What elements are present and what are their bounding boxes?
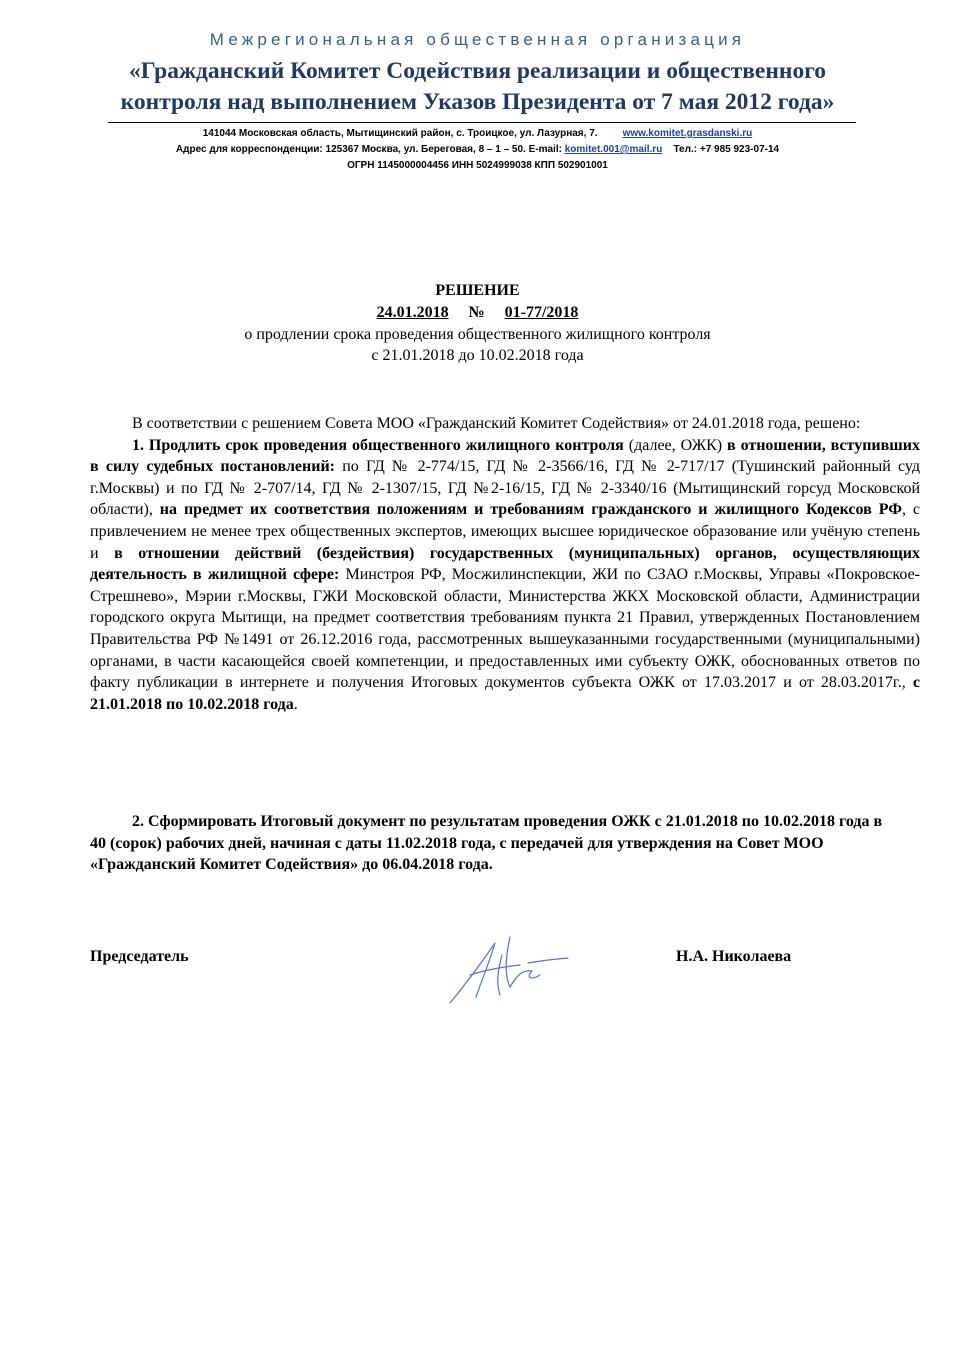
decision-title: РЕШЕНИЕ	[435, 282, 520, 299]
phone-text: Тел.: +7 985 923-07-14	[673, 144, 780, 155]
org-name-line2: контроля над выполнением Указов Президента от 7 мая 2012 года»	[120, 89, 835, 115]
org-type: Межрегиональная общественная организация	[209, 30, 746, 49]
org-name-line1: «Гражданский Комитет Содействия реализации и общественного	[128, 58, 827, 84]
signatory-name: Н.А. Николаева	[676, 948, 792, 965]
number-sign: №	[468, 304, 485, 321]
decision-item-2: 2. Сформировать Итоговый документ по результатам проведения ОЖК с 21.01.2018 по 10.02.2018 года в 40 (сорок) рабочих дней, начиная с даты 11.02.2018 года, с передачей для утверждения на Совет МОО «Гражданский Комитет Содействия» до 06.04.2018 года.	[90, 813, 883, 874]
website-link[interactable]: www.komitet.grasdanski.ru	[622, 128, 753, 139]
item1-text-c: , с привлечением не менее трех общественных экспертов, имеющих высшее юридическое образование или учёную степень и	[90, 501, 920, 562]
decision-number-line	[0, 304, 955, 322]
item1-text-e: .	[293, 695, 298, 713]
item1-bold-c: на предмет их соответствия положениям и требованиям гражданского и жилищного Кодексов РФ	[159, 501, 902, 519]
decision-date: 24.01.2018	[376, 304, 449, 321]
item1-text-a: (далее, ОЖК)	[623, 436, 727, 454]
corr-address-text: Адрес для корреспонденции: 125367 Москва, ул. Береговая, 8 – 1 – 50. E-mail:	[175, 144, 562, 155]
legal-address	[0, 128, 955, 140]
address-text: 141044 Московская область, Мытищинский район, с. Троицкое, ул. Лазурная, 7.	[202, 128, 598, 139]
decision-number: 01-77/2018	[504, 304, 579, 321]
email-link[interactable]: komitet.001@mail.ru	[564, 144, 663, 155]
item1-bold-b: в отношении, вступивших в силу судебных постановлений:	[90, 436, 921, 476]
decision-item-1	[90, 435, 920, 716]
signatory-role: Председатель	[90, 948, 189, 965]
item1-text-d: Минстроя РФ, Мосжилинспекции, ЖИ по СЗАО г.Москвы, Управы «Покровское-Стрешнево», Мэрии г.Москвы, ГЖИ Московской области, Министерства ЖКХ Московской области, Администрации городского округа Мытищи, на предмет соответствия требованиям пункта 21 Правил, утвержденных Постановлением Правительства РФ №1491 от 26.12.2016 года, рассмотренных вышеуказанными государственными (муниципальными) органами, в части касающейся своей компетенции, и предоставленных ими субъекту ОЖК, обоснованных ответов по факту публикации в интернете и получения Итоговых документов субъекта ОЖК от 17.03.2017 и от 28.03.2017г.,	[90, 566, 920, 692]
header-divider	[108, 122, 856, 123]
item1-bold-d: в отношении действий (бездействия) государственных (муниципальных) органов, осуществляющих деятельность в жилищной сфере:	[90, 544, 921, 584]
handwritten-signature	[440, 925, 575, 1010]
intro-paragraph: В соответствии с решением Совета МОО «Гражданский Комитет Содействия» от 24.01.2018 года, решено:	[132, 415, 861, 432]
correspondence-address	[0, 144, 955, 156]
item1-text-b: по ГД № 2-774/15, ГД № 2-3566/16, ГД № 2-717/17 (Тушинский районный суд г.Москвы) и по ГД № 2-707/14, ГД № 2-1307/15, ГД №2-16/15, ГД № 2-3340/16 (Мытищинский горсуд Московской области),	[90, 458, 921, 519]
decision-subject-line2: с 21.01.2018 до 10.02.2018 года	[371, 347, 584, 364]
org-name	[60, 56, 895, 118]
decision-subject-line1: о продлении срока проведения общественного жилищного контроля	[244, 326, 711, 343]
item1-bold-a: 1. Продлить срок проведения общественного жилищного контроля	[132, 436, 624, 454]
decision-body	[90, 413, 920, 715]
requisites: ОГРН 1145000004456 ИНН 5024999038 КПП 502901001	[347, 160, 608, 171]
item1-bold-e: с 21.01.2018 по 10.02.2018 года	[90, 674, 920, 713]
